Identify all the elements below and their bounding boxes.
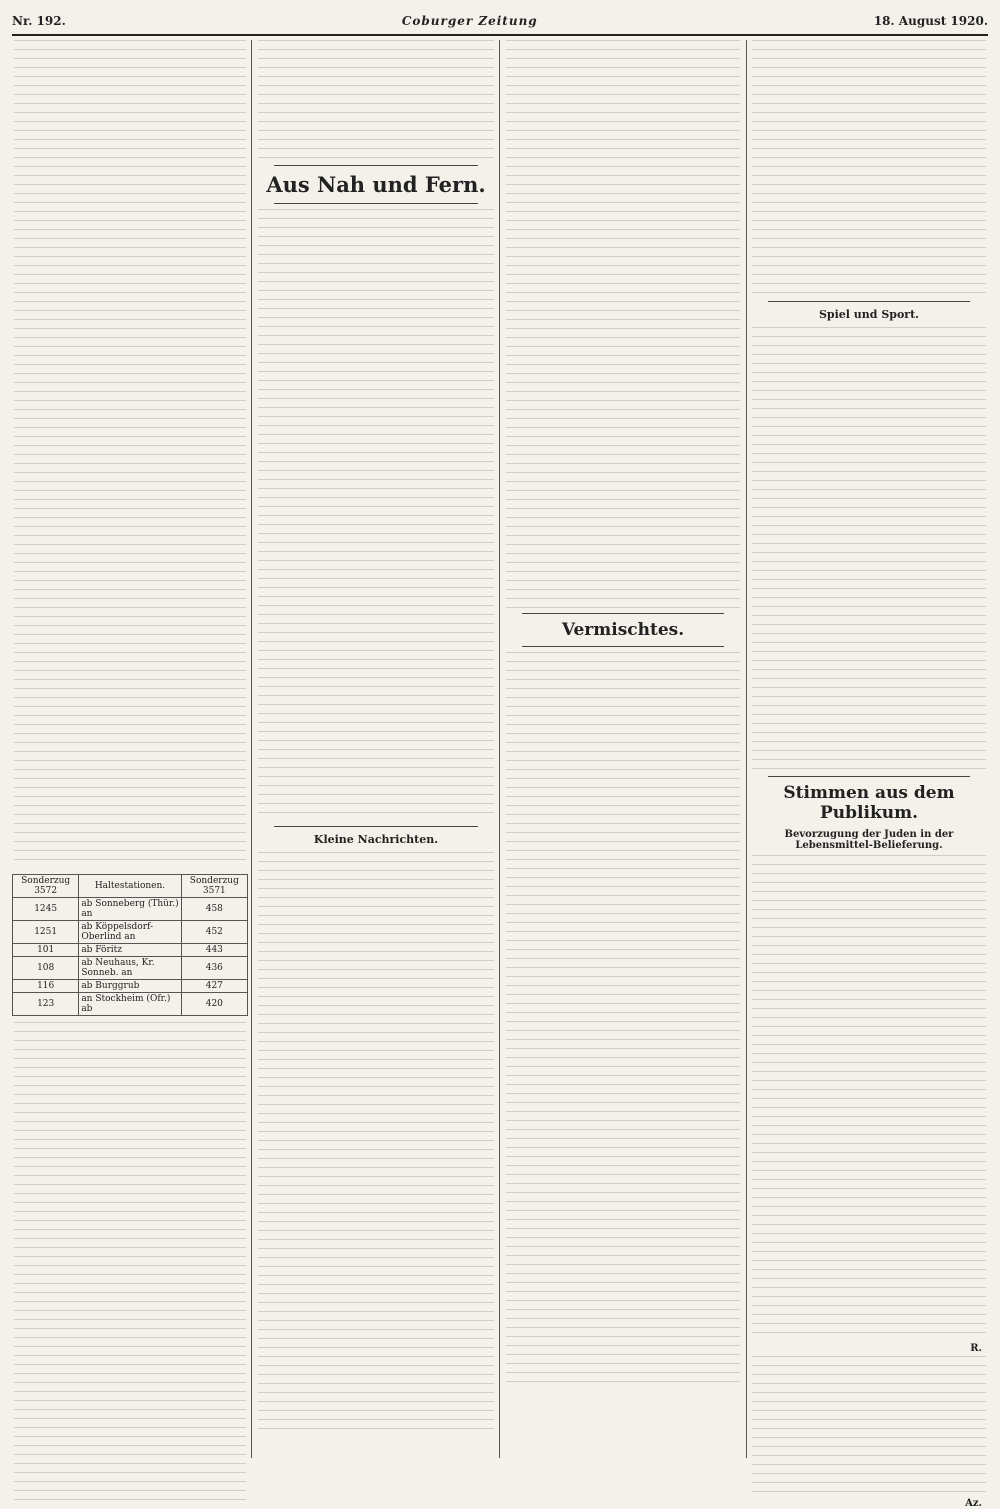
text-block [258, 852, 494, 1432]
section-heading: Spiel und Sport. [818, 308, 919, 321]
signature: R. [970, 1343, 982, 1354]
issue-date: 18. August 1920. [873, 14, 988, 28]
section-subheading: Bevorzugung der Juden in der Lebensmittel-Belieferung. [784, 829, 954, 851]
timetable-title: Haltestationen. [79, 875, 181, 898]
text-block [14, 1022, 246, 1502]
section-heading: Vermischtes. [561, 620, 685, 640]
table-row: 108 ab Neuhaus, Kr. Sonneb. an 436 [13, 957, 248, 980]
divider [768, 776, 970, 777]
text-block [258, 40, 494, 160]
divider [274, 203, 478, 204]
text-block [752, 40, 986, 296]
table-row: 101 ab Föritz 443 [13, 944, 248, 957]
timetable-right-head: Sonderzug 3571 [181, 875, 247, 898]
text-block [506, 652, 740, 1382]
table-row: 116 ab Burggrub 427 [13, 980, 248, 993]
paper-title: Coburger Zeitung [401, 14, 538, 28]
section-heading: Stimmen aus dem Publikum. [783, 783, 955, 823]
table-row: 1251 ab Köppelsdorf-Oberlind an 452 [13, 921, 248, 944]
table-row: 1245 ab Sonneberg (Thür.) an 458 [13, 898, 248, 921]
table-row: 123 an Stockheim (Ofr.) ab 420 [13, 993, 248, 1016]
text-block [752, 855, 986, 1341]
divider [768, 301, 970, 302]
text-block [752, 1356, 986, 1496]
text-block [752, 327, 986, 771]
text-block [14, 40, 246, 868]
text-block [258, 209, 494, 821]
divider [274, 826, 478, 827]
section-heading: Kleine Nachrichten. [313, 833, 439, 846]
timetable-left-head: Sonderzug 3572 [13, 875, 79, 898]
column-3 [504, 40, 742, 1458]
column-4 [750, 40, 988, 1509]
divider [522, 646, 724, 647]
column-rule [746, 40, 747, 1458]
column-rule [251, 40, 252, 1458]
signature: Az. [965, 1498, 982, 1509]
divider [522, 613, 724, 614]
column-1 [12, 40, 248, 1458]
column-2 [256, 40, 496, 1458]
issue-number: Nr. 192. [12, 14, 66, 28]
text-block [506, 40, 740, 608]
special-train-timetable [12, 874, 248, 1016]
column-rule [499, 40, 500, 1458]
section-heading: Aus Nah und Fern. [266, 172, 486, 197]
masthead [12, 8, 988, 36]
divider [274, 165, 478, 166]
